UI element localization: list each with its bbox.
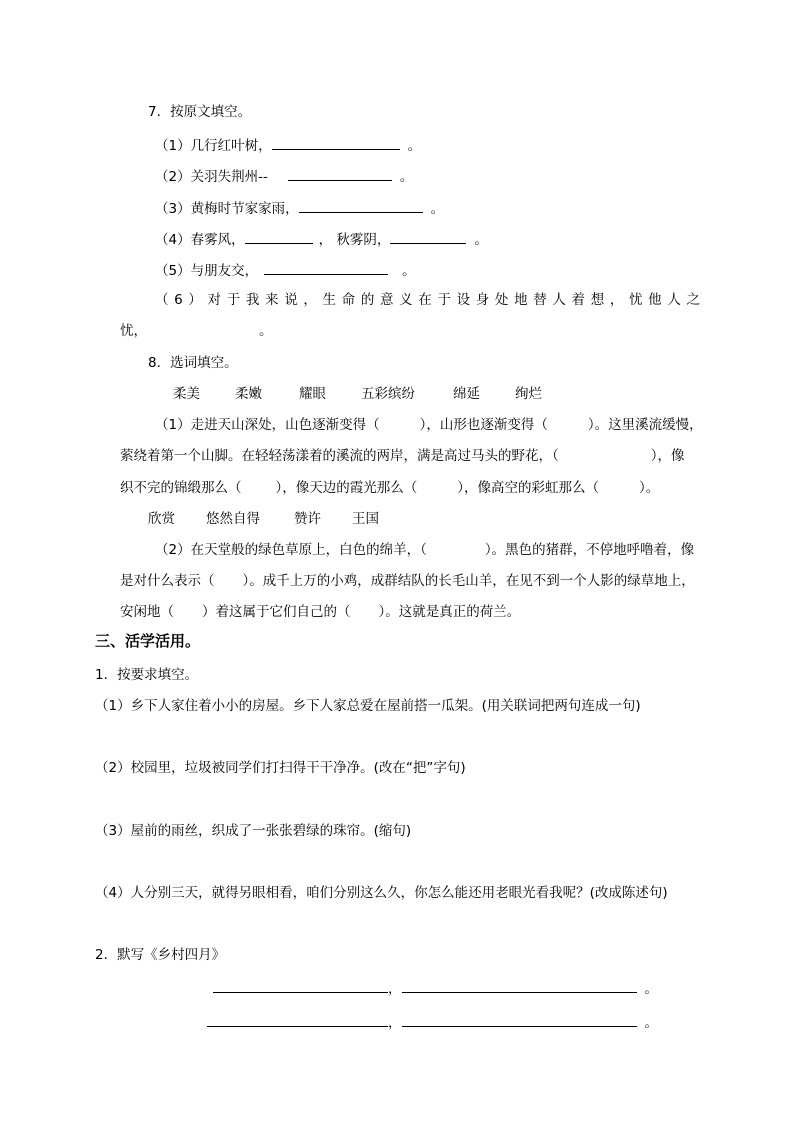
q7-item-4-blank-2[interactable]: [390, 229, 466, 244]
word-bank-item: 绚烂: [515, 386, 542, 402]
q7-item-3-blank[interactable]: [299, 198, 423, 213]
text: 萦绕着第一个山脚。在轻轻荡漾着的溪流的两岸，满是高过马头的野花，（: [120, 448, 559, 464]
section-3-q1-item-4: （4）人分别三天，就得另眼相看，咱们分别这么久，你怎么能还用老眼光看我呢？(改成陈述句): [95, 885, 668, 901]
word-bank-item: 欣赏: [148, 511, 175, 527]
text: ）。成千上万的小鸡，成群结队的长毛山羊，在见不到一个人影的绿草地上，: [242, 573, 695, 589]
poem-line-1: [213, 978, 658, 998]
q7-item-4-blank-1[interactable]: [245, 229, 313, 244]
text: 安闲地（: [120, 604, 174, 620]
q7-item-2-end: 。: [399, 169, 414, 185]
q7-item-6-line-2: [120, 322, 273, 340]
section-3-q1-item-3: （3）屋前的雨丝，织成了一张张碧绿的珠帘。(缩句): [95, 823, 412, 839]
q7-item-5-label: （5）与朋友交，: [155, 263, 259, 279]
q7-item-1: [155, 135, 421, 155]
text: ）着这属于它们自己的（: [202, 604, 351, 620]
word-bank-item: 五彩缤纷: [361, 386, 415, 402]
poem-comma: ，: [388, 1015, 402, 1031]
q8-word-bank-2: [148, 510, 379, 528]
poem-comma: ，: [388, 981, 402, 997]
q8-p1-line-3: [120, 479, 659, 497]
text: ），像高空的彩虹那么（: [457, 480, 599, 496]
q8-p2-line-1: [155, 541, 694, 559]
poem-blank-1b[interactable]: [402, 978, 637, 993]
text: ）。这里溪流缓慢，: [587, 417, 703, 433]
section-3-q1-item-2: （2）校园里，垃圾被同学们打扫得干干净净。(改在“把”字句): [95, 760, 466, 776]
word-bank-item: 柔美: [173, 386, 200, 402]
section-3-heading: 三、活学活用。: [95, 632, 201, 650]
word-bank-item: 柔嫩: [235, 386, 262, 402]
q7-item-1-end: 。: [407, 138, 422, 154]
q7-item-3: [155, 198, 444, 218]
word-bank-item: 王国: [352, 511, 379, 527]
poem-period: 。: [644, 981, 658, 997]
q7-item-6-line-1: （6）对于我来说，生命的意义在于设身处地替人着想，忧他人之: [155, 292, 700, 308]
text: ）。: [639, 480, 660, 496]
q7-item-5-blank[interactable]: [264, 260, 388, 275]
q7-item-3-end: 。: [430, 201, 445, 217]
text: （1）走进天山深处，山色逐渐变得（: [155, 417, 380, 433]
q7-item-5-end: 。: [402, 263, 416, 279]
poem-line-2: [207, 1012, 658, 1032]
text: ）。黑色的猪群，不停地呼噜着，像: [484, 542, 695, 558]
poem-blank-1a[interactable]: [213, 978, 388, 993]
section-3-q1-title: 1．按要求填空。: [95, 667, 199, 683]
poem-blank-2b[interactable]: [402, 1012, 637, 1027]
q8-p2-line-2: [120, 572, 695, 590]
q7-item-1-label: （1）几行红叶树，: [155, 138, 272, 154]
text: 是对什么表示（: [120, 573, 215, 589]
section-3-q2-title: 2．默写《乡村四月》: [95, 947, 226, 963]
q7-item-2: [155, 166, 413, 186]
poem-period: 。: [644, 1015, 658, 1031]
q8-p1-line-1: [155, 416, 703, 434]
q7-item-4-end: 。: [474, 232, 488, 248]
q7-item-2-blank[interactable]: [288, 166, 392, 181]
text: （2）在天堂般的绿色草原上，白色的绵羊，（: [155, 542, 427, 558]
q8-title: 8．选词填空。: [148, 355, 238, 371]
q7-item-6-end: 。: [259, 323, 273, 339]
word-bank-item: 赞许: [294, 511, 321, 527]
text: ），像: [650, 448, 685, 464]
word-bank-item: 悠然自得: [206, 511, 260, 527]
q8-word-bank-1: [173, 385, 542, 403]
q7-item-2-label: （2）关羽失荆州--: [155, 169, 268, 185]
poem-blank-2a[interactable]: [207, 1012, 388, 1027]
q7-item-3-label: （3）黄梅时节家家雨，: [155, 201, 299, 217]
word-bank-item: 耀眼: [299, 386, 326, 402]
q7-item-4-label: （4）春雾风，: [155, 232, 245, 248]
text: ），山形也逐渐变得（: [419, 417, 548, 433]
q8-p2-line-3: [120, 603, 520, 621]
word-bank-item: 绵延: [453, 386, 480, 402]
q7-title: 7．按原文填空。: [148, 104, 252, 120]
q7-item-5: [155, 260, 416, 280]
section-3-q1-item-1: （1）乡下人家住着小小的房屋。乡下人家总爱在屋前搭一瓜架。(用关联词把两句连成一句): [95, 698, 641, 714]
q7-item-1-blank[interactable]: [272, 135, 400, 150]
q8-p1-line-2: [120, 447, 685, 465]
q7-item-4: [155, 229, 488, 249]
text: 织不完的锦缎那么（: [120, 480, 242, 496]
q7-item-4-mid: ， 秋雾阴，: [318, 232, 391, 248]
text: ），像天边的霞光那么（: [275, 480, 418, 496]
text: ）。这就是真正的荷兰。: [378, 604, 521, 620]
q7-item-6-start: 忧，: [120, 323, 147, 339]
